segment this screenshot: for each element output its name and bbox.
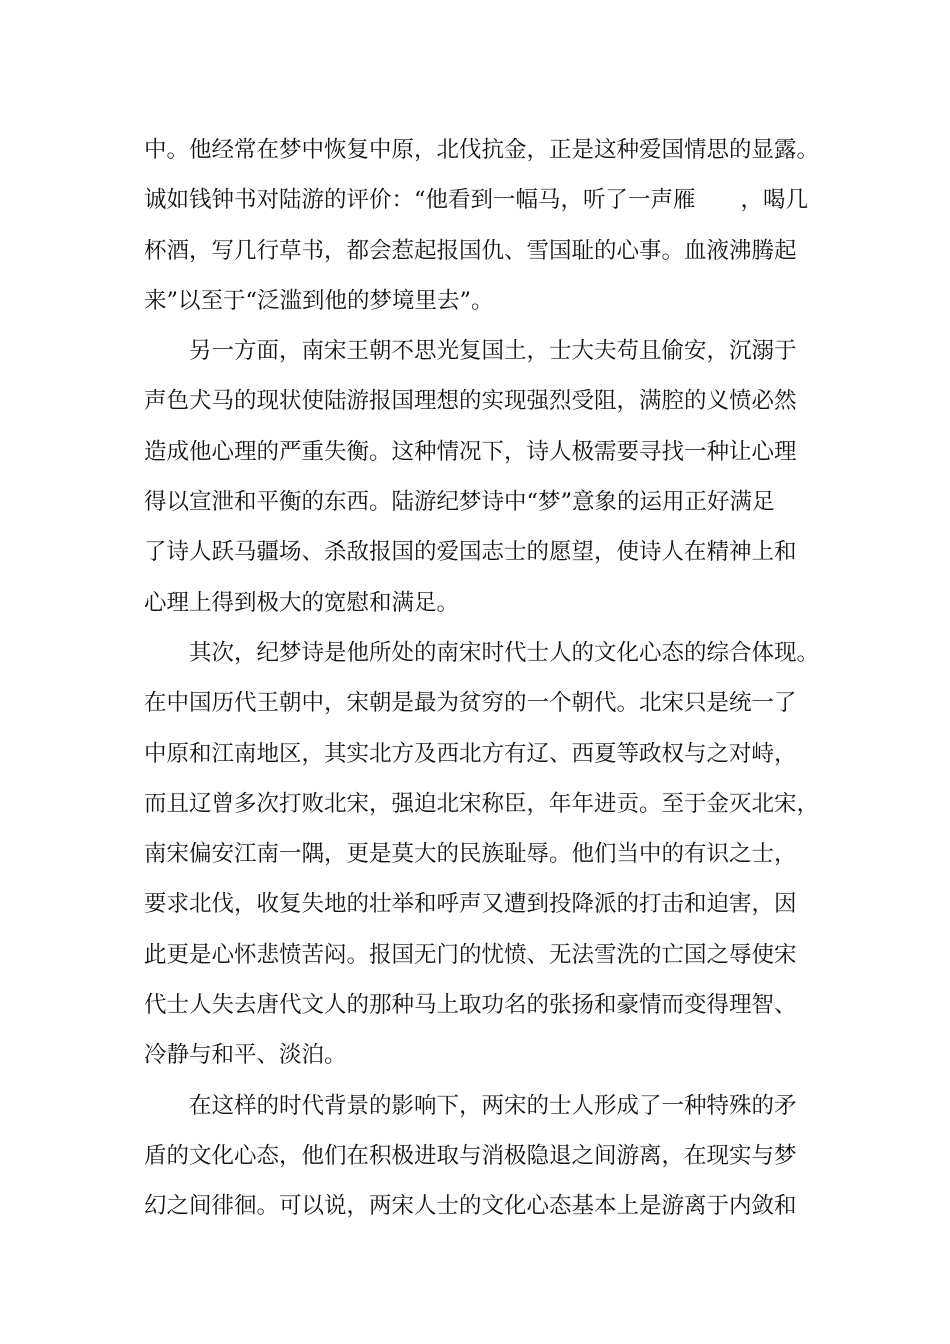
text-line: 而且辽曾多次打败北宋，强迫北宋称臣，年年进贡。至于金灭北宋， bbox=[144, 790, 820, 817]
body-text bbox=[144, 125, 824, 1232]
text-line: 造成他心理的严重失衡。这种情况下，诗人极需要寻找一种让心理 bbox=[144, 438, 797, 465]
text-line: 杯酒，写几行草书，都会惹起报国仇、雪国耻的心事。血液沸腾起 bbox=[144, 237, 797, 264]
text-line: 诚如钱钟书对陆游的评价：“他看到一幅马，听了一声雁 ，喝几 bbox=[144, 187, 809, 214]
text-line: 要求北伐，收复失地的壮举和呼声又遭到投降派的打击和迫害，因 bbox=[144, 891, 797, 918]
text-line: 了诗人跃马疆场、杀敌报国的爱国志士的愿望，使诗人在精神上和 bbox=[144, 539, 797, 566]
text-line: 冷静与和平、淡泊。 bbox=[144, 1042, 347, 1069]
text-line: 盾的文化心态，他们在积极进取与消极隐退之间游离，在现实与梦 bbox=[144, 1142, 797, 1169]
text-line: 在中国历代王朝中，宋朝是最为贫穷的一个朝代。北宋只是统一了 bbox=[144, 690, 797, 717]
text-line: 代士人失去唐代文人的那种马上取功名的张扬和豪情而变得理智、 bbox=[144, 992, 797, 1019]
paragraph-first-line: 其次，纪梦诗是他所处的南宋时代士人的文化心态的综合体现。 bbox=[189, 639, 820, 666]
text-line: 中。他经常在梦中恢复中原，北伐抗金，正是这种爱国情思的显露。 bbox=[144, 137, 820, 163]
text-line: 此更是心怀悲愤苦闷。报国无门的忧愤、无法雪洗的亡国之辱使宋 bbox=[144, 941, 797, 968]
text-line: 得以宣泄和平衡的东西。陆游纪梦诗中“梦”意象的运用正好满足 bbox=[144, 489, 775, 516]
text-line: 南宋偏安江南一隅，更是莫大的民族耻辱。他们当中的有识之士， bbox=[144, 841, 797, 868]
text-line: 声色犬马的现状使陆游报国理想的实现强烈受阻，满腔的义愤必然 bbox=[144, 388, 797, 415]
text-line: 来”以至于“泛滥到他的梦境里去”。 bbox=[144, 287, 494, 314]
text-line: 中原和江南地区，其实北方及西北方有辽、西夏等政权与之对峙， bbox=[144, 740, 797, 767]
paragraph-first-line: 在这样的时代背景的影响下，两宋的士人形成了一种特殊的矛 bbox=[189, 1092, 797, 1119]
text-line: 幻之间徘徊。可以说，两宋人士的文化心态基本上是游离于内敛和 bbox=[144, 1193, 797, 1220]
text-line: 心理上得到极大的宽慰和满足。 bbox=[144, 589, 460, 616]
paragraph-first-line: 另一方面，南宋王朝不思光复国土，士大夫苟且偷安，沉溺于 bbox=[189, 338, 797, 365]
